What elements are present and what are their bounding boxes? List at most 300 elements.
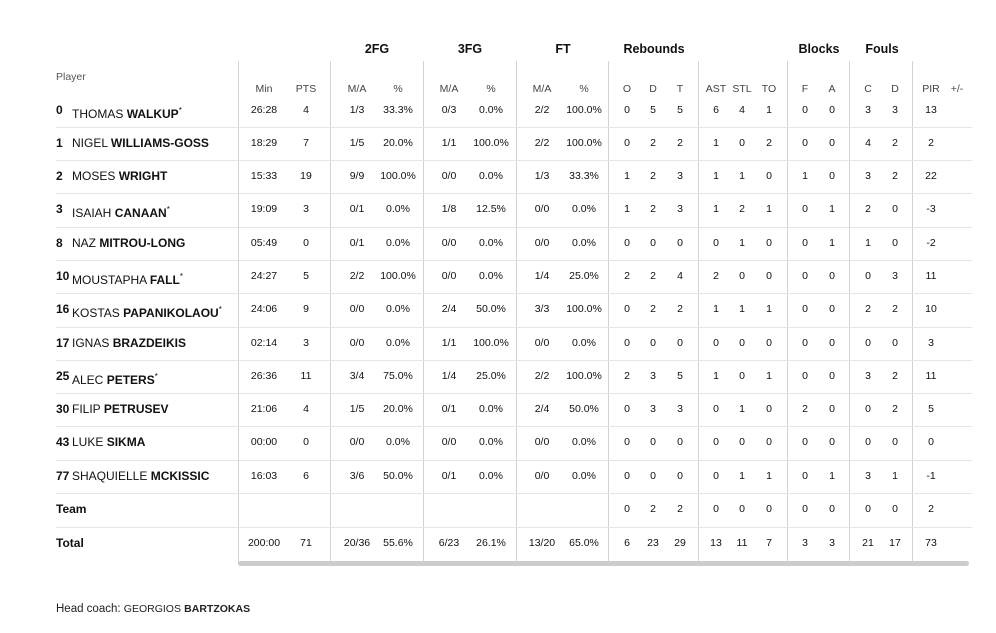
cell-min: 200:00 [247, 537, 281, 549]
table-row [0, 460, 996, 493]
cell-ft-made-att: 1/3 [534, 170, 550, 182]
cell-reb-def: 23 [647, 537, 659, 549]
cell-reb-tot: 5 [677, 370, 683, 382]
cell-pir: 10 [925, 303, 937, 315]
cell-min: 15:33 [250, 170, 278, 182]
cell-fouls-committed: 2 [865, 303, 871, 315]
cell-fouls-committed: 3 [865, 370, 871, 382]
cell-blk-against: 1 [829, 203, 835, 215]
player-number: 77 [56, 469, 70, 483]
subheader-ast: AST [705, 83, 727, 95]
player-last-name: PAPANIKOLAOU [123, 306, 219, 320]
cell-min: 16:03 [250, 470, 278, 482]
cell-pir: -3 [926, 203, 936, 215]
cell-pir: 13 [925, 104, 937, 116]
row-divider [56, 527, 972, 528]
cell-3fg-made-att: 0/0 [441, 237, 457, 249]
cell-3fg-made-att: 6/23 [438, 537, 460, 549]
row-divider [56, 426, 972, 427]
subheader-2fg-pct: % [393, 83, 403, 95]
subheader-3fg-made-att: M/A [439, 83, 459, 95]
cell-fouls-drawn: 0 [892, 203, 898, 215]
player-number: 25 [56, 369, 70, 383]
group-header-2fg: 2FG [364, 42, 390, 56]
cell-blk-against: 0 [829, 270, 835, 282]
table-row [0, 327, 996, 360]
cell-2fg-made-att: 9/9 [349, 170, 365, 182]
cell-min: 24:27 [250, 270, 278, 282]
cell-ft-pct: 33.3% [569, 170, 599, 182]
cell-ast: 0 [713, 237, 719, 249]
cell-pts: 0 [303, 436, 309, 448]
cell-2fg-pct: 0.0% [386, 203, 410, 215]
cell-fouls-committed: 0 [865, 270, 871, 282]
cell-ft-made-att: 2/2 [534, 370, 550, 382]
cell-3fg-pct: 50.0% [476, 303, 506, 315]
cell-min: 26:28 [250, 104, 278, 116]
cell-ft-pct: 50.0% [569, 403, 599, 415]
cell-ft-made-att: 0/0 [534, 470, 550, 482]
subheader-reb-tot: T [676, 83, 684, 95]
table-row [0, 360, 996, 393]
cell-pts: 5 [303, 270, 309, 282]
cell-pts: 4 [303, 403, 309, 415]
cell-2fg-pct: 20.0% [383, 403, 413, 415]
row-divider [56, 293, 972, 294]
cell-fouls-drawn: 0 [892, 337, 898, 349]
cell-3fg-made-att: 1/8 [441, 203, 457, 215]
player-first-name: SHAQUIELLE [72, 469, 148, 483]
cell-ft-pct: 100.0% [566, 137, 602, 149]
cell-reb-def: 2 [650, 170, 656, 182]
subheader-blk-against: A [828, 83, 836, 95]
cell-2fg-made-att: 0/0 [349, 436, 365, 448]
subheader-ft-made-att: M/A [532, 83, 552, 95]
cell-pts: 11 [300, 370, 312, 382]
cell-fouls-committed: 3 [865, 104, 871, 116]
cell-2fg-made-att: 0/0 [349, 303, 365, 315]
cell-pts: 6 [303, 470, 309, 482]
player-name-link[interactable] [72, 327, 186, 360]
cell-reb-off: 0 [624, 403, 630, 415]
subheader-reb-off: O [622, 83, 632, 95]
row-divider [56, 160, 972, 161]
player-first-name: ALEC [72, 373, 104, 387]
player-last-name: SIKMA [106, 435, 146, 449]
cell-fouls-committed: 2 [865, 203, 871, 215]
cell-3fg-pct: 26.1% [476, 537, 506, 549]
table-row [0, 260, 996, 293]
cell-2fg-made-att: 1/5 [349, 403, 365, 415]
cell-to: 0 [766, 237, 772, 249]
cell-2fg-made-att: 0/0 [349, 337, 365, 349]
subheader-2fg-made-att: M/A [347, 83, 367, 95]
cell-3fg-made-att: 0/3 [441, 104, 457, 116]
row-divider [56, 227, 972, 228]
cell-reb-tot: 3 [677, 170, 683, 182]
player-number: 10 [56, 269, 70, 283]
cell-ft-made-att: 1/4 [534, 270, 550, 282]
player-last-name: WALKUP [126, 107, 179, 121]
player-last-name: WRIGHT [118, 169, 168, 183]
cell-blk-for: 1 [802, 170, 808, 182]
row-divider [56, 127, 972, 128]
cell-fouls-drawn: 0 [892, 503, 898, 515]
player-name-link[interactable] [72, 460, 209, 493]
table-row [0, 94, 996, 127]
cell-fouls-committed: 0 [865, 436, 871, 448]
cell-ast: 13 [710, 537, 722, 549]
cell-stl: 0 [739, 337, 745, 349]
player-first-name: IGNAS [72, 336, 110, 350]
cell-reb-off: 2 [624, 370, 630, 382]
cell-blk-against: 0 [829, 503, 835, 515]
group-header-rebounds: Rebounds [623, 42, 685, 56]
player-first-name: MOSES [72, 169, 116, 183]
table-row [0, 160, 996, 193]
cell-stl: 4 [739, 104, 745, 116]
player-last-name: CANAAN [114, 206, 167, 220]
player-name-link[interactable] [72, 393, 169, 426]
cell-blk-for: 0 [802, 237, 808, 249]
cell-to: 1 [766, 203, 772, 215]
cell-min: 02:14 [250, 337, 278, 349]
cell-ft-pct: 100.0% [566, 370, 602, 382]
cell-reb-off: 1 [624, 203, 630, 215]
cell-pts: 0 [303, 237, 309, 249]
cell-reb-def: 2 [650, 503, 656, 515]
cell-reb-def: 0 [650, 237, 656, 249]
cell-ft-made-att: 2/2 [534, 137, 550, 149]
cell-2fg-pct: 20.0% [383, 137, 413, 149]
cell-3fg-pct: 25.0% [476, 370, 506, 382]
cell-ft-pct: 100.0% [566, 303, 602, 315]
cell-min: 26:36 [250, 370, 278, 382]
group-header-ft: FT [555, 42, 571, 56]
cell-ft-made-att: 3/3 [534, 303, 550, 315]
table-row [0, 193, 996, 226]
starter-mark: * [218, 305, 222, 314]
cell-3fg-made-att: 1/1 [441, 337, 457, 349]
cell-stl: 1 [739, 403, 745, 415]
cell-2fg-made-att: 0/1 [349, 203, 365, 215]
cell-3fg-pct: 0.0% [479, 436, 503, 448]
player-last-name: FALL [149, 273, 180, 287]
player-number: 0 [56, 103, 63, 117]
player-name-link[interactable] [72, 426, 145, 459]
cell-ast: 1 [713, 170, 719, 182]
cell-reb-def: 0 [650, 436, 656, 448]
cell-fouls-drawn: 17 [889, 537, 901, 549]
cell-ft-made-att: 2/2 [534, 104, 550, 116]
cell-pir: 0 [928, 436, 934, 448]
cell-ft-made-att: 0/0 [534, 436, 550, 448]
cell-reb-tot: 0 [677, 237, 683, 249]
player-first-name: THOMAS [72, 107, 124, 121]
row-divider [56, 193, 972, 194]
cell-to: 0 [766, 403, 772, 415]
cell-2fg-pct: 50.0% [383, 470, 413, 482]
cell-blk-for: 0 [802, 137, 808, 149]
cell-reb-off: 0 [624, 436, 630, 448]
starter-mark: * [154, 372, 158, 381]
cell-3fg-made-att: 0/0 [441, 270, 457, 282]
cell-to: 7 [766, 537, 772, 549]
player-last-name: WILLIAMS-GOSS [110, 136, 209, 150]
cell-ft-pct: 0.0% [572, 470, 596, 482]
cell-blk-for: 0 [802, 436, 808, 448]
cell-fouls-committed: 0 [865, 403, 871, 415]
player-name-link[interactable] [72, 360, 158, 393]
cell-2fg-pct: 0.0% [386, 337, 410, 349]
group-header-blocks: Blocks [798, 42, 840, 56]
player-name-link[interactable] [72, 127, 209, 160]
table-row [0, 293, 996, 326]
cell-reb-tot: 2 [677, 503, 683, 515]
cell-2fg-pct: 0.0% [386, 436, 410, 448]
cell-ast: 1 [713, 203, 719, 215]
cell-3fg-pct: 0.0% [479, 104, 503, 116]
row-divider [56, 327, 972, 328]
cell-3fg-pct: 0.0% [479, 403, 503, 415]
cell-2fg-pct: 100.0% [380, 170, 416, 182]
cell-3fg-pct: 0.0% [479, 237, 503, 249]
cell-blk-for: 0 [802, 470, 808, 482]
cell-to: 1 [766, 303, 772, 315]
cell-to: 0 [766, 270, 772, 282]
cell-stl: 0 [739, 436, 745, 448]
cell-reb-def: 2 [650, 203, 656, 215]
player-last-name: MITROU-LONG [99, 236, 186, 250]
cell-3fg-pct: 100.0% [473, 137, 509, 149]
cell-ast: 2 [713, 270, 719, 282]
cell-pir: -1 [926, 470, 936, 482]
cell-2fg-pct: 0.0% [386, 237, 410, 249]
cell-ft-pct: 65.0% [569, 537, 599, 549]
cell-ft-made-att: 0/0 [534, 203, 550, 215]
cell-blk-for: 0 [802, 303, 808, 315]
player-number: 43 [56, 435, 70, 449]
cell-blk-against: 0 [829, 137, 835, 149]
cell-blk-against: 0 [829, 104, 835, 116]
player-name-link[interactable] [72, 193, 170, 226]
cell-reb-off: 2 [624, 270, 630, 282]
cell-pts: 9 [303, 303, 309, 315]
cell-pir: -2 [926, 237, 936, 249]
cell-pts: 3 [303, 337, 309, 349]
cell-reb-tot: 0 [677, 470, 683, 482]
cell-ft-pct: 0.0% [572, 337, 596, 349]
cell-blk-for: 3 [802, 537, 808, 549]
cell-pts: 4 [303, 104, 309, 116]
group-header-3fg: 3FG [457, 42, 483, 56]
cell-2fg-made-att: 3/4 [349, 370, 365, 382]
cell-reb-off: 1 [624, 170, 630, 182]
cell-stl: 1 [739, 237, 745, 249]
cell-reb-off: 0 [624, 237, 630, 249]
cell-blk-for: 0 [802, 104, 808, 116]
player-column-header: Player [56, 71, 86, 83]
cell-2fg-made-att: 1/3 [349, 104, 365, 116]
cell-reb-off: 0 [624, 503, 630, 515]
cell-fouls-drawn: 2 [892, 303, 898, 315]
cell-reb-tot: 3 [677, 403, 683, 415]
player-number: 30 [56, 402, 70, 416]
cell-3fg-made-att: 2/4 [441, 303, 457, 315]
cell-blk-against: 3 [829, 537, 835, 549]
cell-fouls-committed: 0 [865, 337, 871, 349]
cell-reb-def: 0 [650, 337, 656, 349]
cell-3fg-pct: 100.0% [473, 337, 509, 349]
cell-fouls-drawn: 0 [892, 436, 898, 448]
cell-reb-off: 0 [624, 104, 630, 116]
cell-pir: 11 [925, 370, 937, 382]
cell-fouls-drawn: 1 [892, 470, 898, 482]
cell-stl: 2 [739, 203, 745, 215]
cell-fouls-committed: 3 [865, 470, 871, 482]
cell-fouls-committed: 3 [865, 170, 871, 182]
player-first-name: LUKE [72, 435, 104, 449]
cell-fouls-drawn: 0 [892, 237, 898, 249]
cell-ast: 1 [713, 303, 719, 315]
cell-2fg-pct: 100.0% [380, 270, 416, 282]
cell-stl: 0 [739, 270, 745, 282]
cell-ft-pct: 0.0% [572, 237, 596, 249]
cell-ft-pct: 0.0% [572, 203, 596, 215]
cell-stl: 1 [739, 303, 745, 315]
player-first-name: NAZ [72, 236, 96, 250]
cell-min: 21:06 [250, 403, 278, 415]
cell-3fg-pct: 0.0% [479, 170, 503, 182]
player-first-name: FILIP [72, 402, 101, 416]
cell-pir: 22 [925, 170, 937, 182]
player-number: 1 [56, 136, 63, 150]
cell-reb-tot: 2 [677, 137, 683, 149]
cell-to: 0 [766, 337, 772, 349]
player-number: 17 [56, 336, 70, 350]
team-label: Team [56, 502, 87, 516]
subheader-fouls-committed: C [864, 83, 872, 95]
player-first-name: KOSTAS [72, 306, 120, 320]
cell-2fg-pct: 33.3% [383, 104, 413, 116]
cell-reb-off: 0 [624, 137, 630, 149]
cell-3fg-made-att: 0/1 [441, 403, 457, 415]
row-divider [56, 460, 972, 461]
cell-reb-tot: 4 [677, 270, 683, 282]
cell-reb-tot: 0 [677, 337, 683, 349]
row-divider [56, 493, 972, 494]
cell-reb-def: 2 [650, 270, 656, 282]
table-row [0, 426, 996, 459]
cell-stl: 1 [739, 470, 745, 482]
player-name-link[interactable] [72, 227, 185, 260]
cell-3fg-made-att: 0/1 [441, 470, 457, 482]
cell-min: 19:09 [250, 203, 278, 215]
player-name-link[interactable] [72, 260, 183, 293]
cell-blk-for: 0 [802, 203, 808, 215]
subheader-pir: PIR [922, 83, 940, 95]
subheader-reb-def: D [649, 83, 657, 95]
cell-reb-off: 0 [624, 337, 630, 349]
cell-fouls-committed: 4 [865, 137, 871, 149]
cell-blk-against: 0 [829, 370, 835, 382]
cell-reb-def: 5 [650, 104, 656, 116]
player-last-name: MCKISSIC [150, 469, 210, 483]
cell-min: 18:29 [250, 137, 278, 149]
cell-fouls-drawn: 2 [892, 370, 898, 382]
cell-reb-tot: 29 [674, 537, 686, 549]
player-name-link[interactable] [72, 94, 182, 127]
cell-blk-against: 0 [829, 436, 835, 448]
cell-blk-against: 0 [829, 337, 835, 349]
cell-3fg-made-att: 0/0 [441, 436, 457, 448]
cell-min: 05:49 [250, 237, 278, 249]
cell-ast: 0 [713, 436, 719, 448]
horizontal-scrollbar[interactable] [238, 561, 969, 566]
cell-3fg-made-att: 0/0 [441, 170, 457, 182]
row-divider [56, 393, 972, 394]
cell-blk-against: 1 [829, 237, 835, 249]
total-label: Total [56, 536, 84, 550]
cell-blk-for: 0 [802, 503, 808, 515]
subheader-stl: STL [732, 83, 752, 95]
cell-ft-pct: 100.0% [566, 104, 602, 116]
subheader-pts: PTS [295, 83, 317, 95]
cell-ft-made-att: 0/0 [534, 337, 550, 349]
player-name-link[interactable] [72, 160, 167, 193]
total-row [0, 527, 996, 560]
cell-ft-made-att: 2/4 [534, 403, 550, 415]
subheader-to: TO [761, 83, 777, 95]
cell-ast: 1 [713, 137, 719, 149]
cell-ast: 0 [713, 403, 719, 415]
cell-reb-tot: 0 [677, 436, 683, 448]
cell-reb-def: 3 [650, 403, 656, 415]
cell-to: 1 [766, 370, 772, 382]
cell-2fg-made-att: 0/1 [349, 237, 365, 249]
cell-reb-off: 0 [624, 303, 630, 315]
cell-reb-def: 2 [650, 303, 656, 315]
cell-3fg-pct: 0.0% [479, 270, 503, 282]
subheader-ft-pct: % [579, 83, 589, 95]
row-divider [56, 260, 972, 261]
row-divider [56, 360, 972, 361]
cell-pts: 71 [300, 537, 312, 549]
cell-stl: 0 [739, 137, 745, 149]
cell-blk-against: 0 [829, 403, 835, 415]
cell-pts: 19 [300, 170, 312, 182]
subheader-min: Min [255, 83, 273, 95]
player-name-link[interactable] [72, 293, 222, 326]
starter-mark: * [178, 106, 182, 115]
player-first-name: ISAIAH [72, 206, 112, 220]
cell-stl: 1 [739, 170, 745, 182]
cell-2fg-pct: 0.0% [386, 303, 410, 315]
cell-fouls-committed: 0 [865, 503, 871, 515]
cell-reb-off: 6 [624, 537, 630, 549]
cell-blk-for: 2 [802, 403, 808, 415]
cell-fouls-drawn: 2 [892, 170, 898, 182]
team-row [0, 493, 996, 526]
cell-ast: 0 [713, 337, 719, 349]
cell-2fg-made-att: 1/5 [349, 137, 365, 149]
cell-to: 0 [766, 436, 772, 448]
starter-mark: * [179, 272, 183, 281]
cell-fouls-committed: 1 [865, 237, 871, 249]
table-row [0, 127, 996, 160]
subheader-blk-for: F [801, 83, 809, 95]
cell-ft-pct: 0.0% [572, 436, 596, 448]
